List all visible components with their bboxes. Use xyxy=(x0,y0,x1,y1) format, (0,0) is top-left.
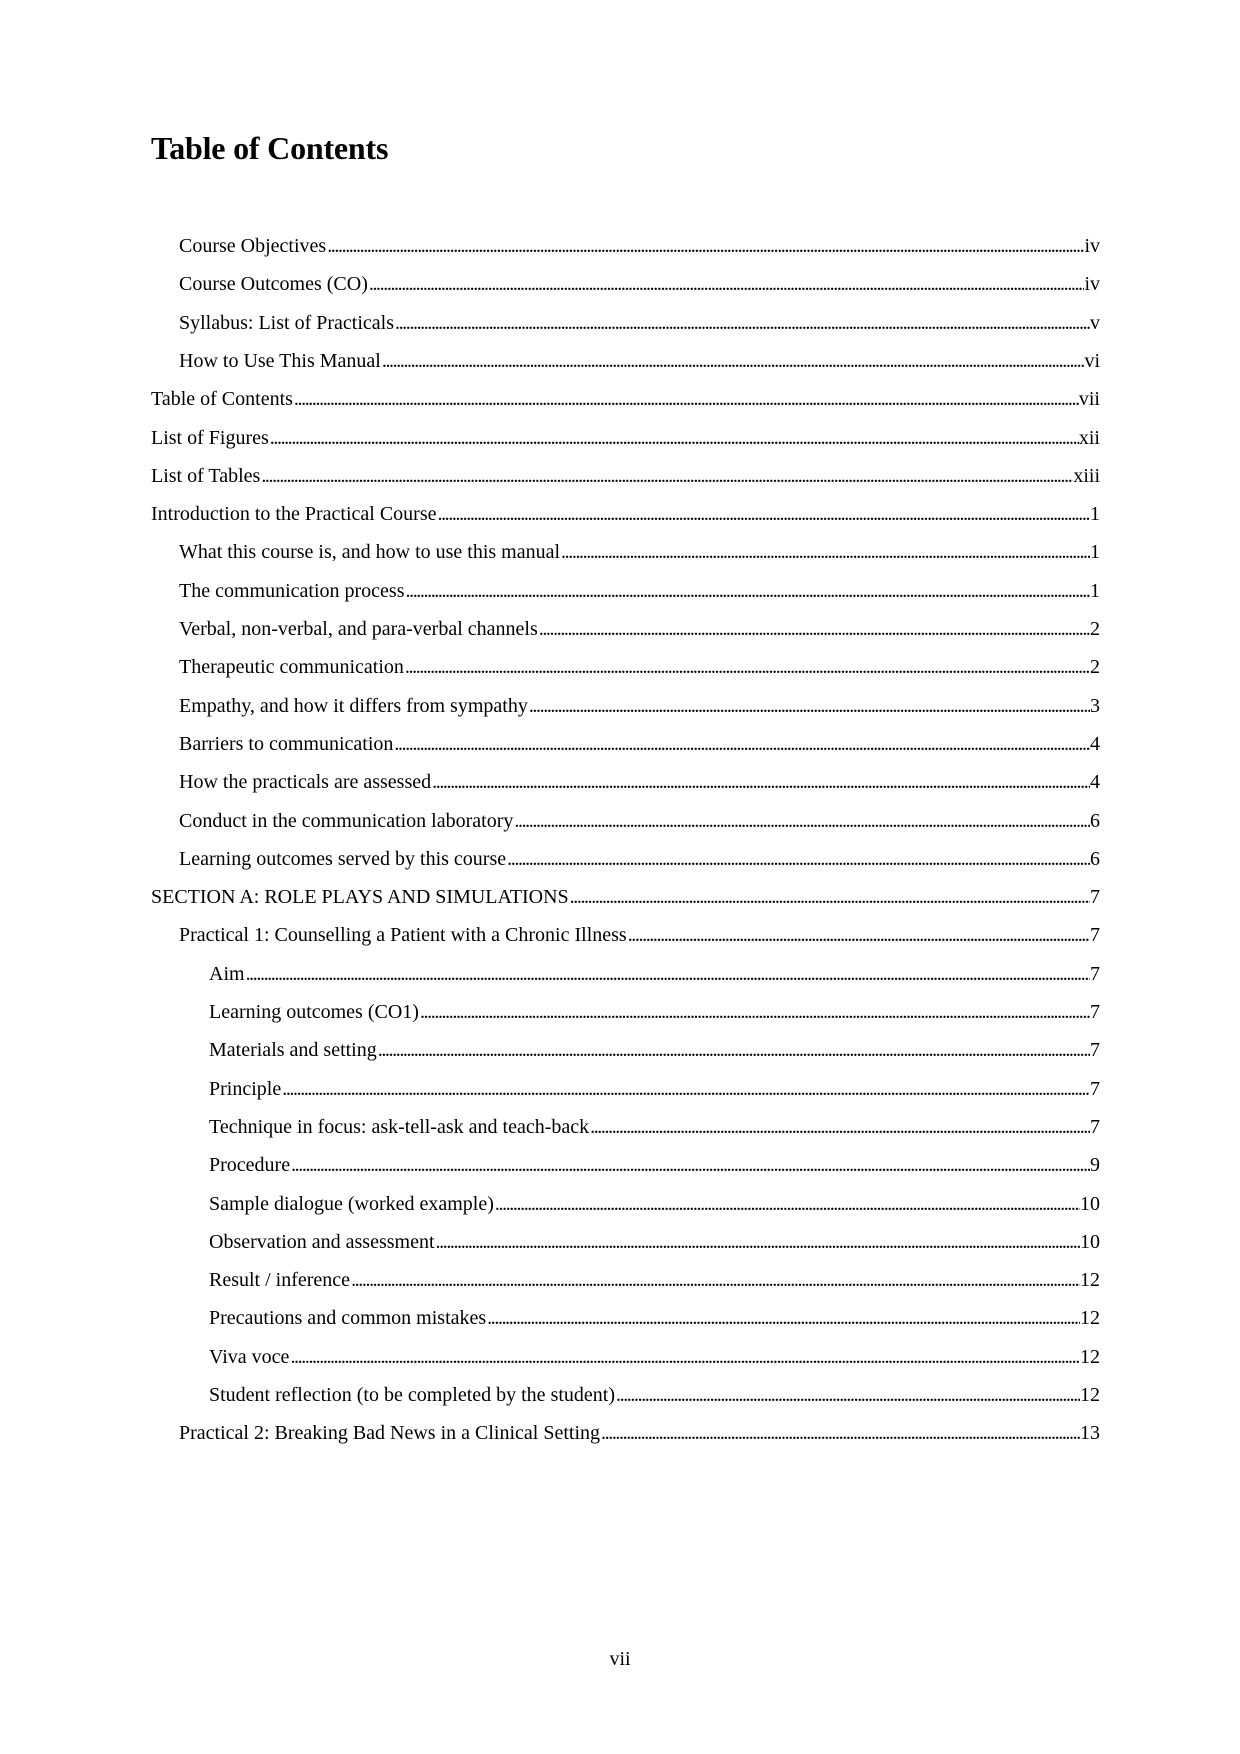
toc-entry[interactable] xyxy=(179,844,1100,874)
toc-entry-title: Course Outcomes (CO) xyxy=(179,273,368,295)
toc-entry[interactable] xyxy=(209,1342,1100,1372)
toc-entry[interactable] xyxy=(179,920,1100,950)
toc-entry-page: xii xyxy=(1078,427,1100,449)
toc-dot-leader xyxy=(494,1189,1080,1219)
toc-entry-title: Course Objectives xyxy=(179,235,327,257)
toc-entry-title: Materials and setting xyxy=(209,1039,377,1061)
toc-entry-page: xiii xyxy=(1073,465,1100,487)
toc-entry-page: 12 xyxy=(1080,1346,1100,1368)
toc-entry-page: 10 xyxy=(1080,1231,1100,1253)
toc-entry[interactable] xyxy=(209,1112,1100,1142)
toc-entry-title: Technique in focus: ask-tell-ask and teach-back xyxy=(209,1116,590,1138)
toc-entry[interactable] xyxy=(179,537,1100,567)
toc-entry-page: 6 xyxy=(1090,810,1100,832)
toc-entry-page: 12 xyxy=(1080,1307,1100,1329)
toc-entry-page: 10 xyxy=(1080,1193,1100,1215)
toc-dot-leader xyxy=(293,384,1079,414)
toc-entry[interactable] xyxy=(209,1074,1100,1104)
toc-dot-leader xyxy=(435,1227,1080,1257)
toc-entry[interactable] xyxy=(151,384,1100,414)
toc-entry-page: 13 xyxy=(1080,1422,1100,1444)
toc-dot-leader xyxy=(326,231,1084,261)
page-title: Table of Contents xyxy=(151,130,389,166)
toc-entry-page: 1 xyxy=(1090,503,1100,525)
toc-entry-page: 7 xyxy=(1090,1116,1100,1138)
toc-entry[interactable] xyxy=(209,1150,1100,1180)
toc-entry-page: 12 xyxy=(1080,1384,1100,1406)
page-number: vii xyxy=(609,1648,631,1670)
toc-entry[interactable] xyxy=(179,1418,1100,1448)
toc-entry-title: Student reflection (to be completed by the student) xyxy=(209,1384,615,1406)
toc-entry-page: 3 xyxy=(1090,695,1100,717)
toc-entry-page: 6 xyxy=(1090,848,1100,870)
toc-entry-page: iv xyxy=(1084,273,1100,295)
toc-entry-title: The communication process xyxy=(179,580,405,602)
toc-entry-page: 12 xyxy=(1080,1269,1100,1291)
toc-dot-leader xyxy=(377,1035,1090,1065)
toc-entry[interactable] xyxy=(179,652,1100,682)
toc-entry-page: 2 xyxy=(1090,618,1100,640)
toc-entry[interactable] xyxy=(209,959,1100,989)
toc-entry-title: Practical 2: Breaking Bad News in a Clinical Setting xyxy=(179,1422,601,1444)
toc-entry-title: Observation and assessment xyxy=(209,1231,435,1253)
toc-entry[interactable] xyxy=(179,269,1100,299)
toc-entry[interactable] xyxy=(209,1035,1100,1065)
toc-entry[interactable] xyxy=(179,806,1100,836)
toc-entry-page: 7 xyxy=(1090,1078,1100,1100)
toc-dot-leader xyxy=(393,729,1090,759)
toc-dot-leader xyxy=(290,1150,1090,1180)
toc-dot-leader xyxy=(289,1342,1080,1372)
toc-entry-page: 7 xyxy=(1090,886,1100,908)
toc-dot-leader xyxy=(538,614,1090,644)
toc-dot-leader xyxy=(506,844,1090,874)
toc-entry-page: 7 xyxy=(1090,963,1100,985)
toc-entry-page: iv xyxy=(1084,235,1100,257)
toc-entry-title: Verbal, non-verbal, and para-verbal channels xyxy=(179,618,538,640)
toc-entry-title: Procedure xyxy=(209,1154,291,1176)
toc-dot-leader xyxy=(381,346,1085,376)
toc-dot-leader xyxy=(350,1265,1080,1295)
toc-dot-leader xyxy=(404,652,1090,682)
toc-entry-title: Therapeutic communication xyxy=(179,656,404,678)
toc-entry[interactable] xyxy=(179,614,1100,644)
toc-entry-title: Result / inference xyxy=(209,1269,351,1291)
toc-entry-title: Conduct in the communication laboratory xyxy=(179,810,514,832)
toc-entry-title: Precautions and common mistakes xyxy=(209,1307,487,1329)
toc-dot-leader xyxy=(560,537,1090,567)
toc-entry-page: 1 xyxy=(1090,541,1100,563)
toc-dot-leader xyxy=(368,269,1085,299)
toc-dot-leader xyxy=(436,499,1090,529)
toc-entry[interactable] xyxy=(209,1265,1100,1295)
toc-entry-title: What this course is, and how to use this manual xyxy=(179,541,561,563)
toc-entry-title: Barriers to communication xyxy=(179,733,394,755)
toc-entry[interactable] xyxy=(151,423,1100,453)
toc-entry-title: Learning outcomes served by this course xyxy=(179,848,507,870)
toc-entry-title: List of Figures xyxy=(151,427,269,449)
toc-entry[interactable] xyxy=(151,499,1100,529)
toc-entry[interactable] xyxy=(179,308,1100,338)
toc-entry[interactable] xyxy=(209,1227,1100,1257)
toc-dot-leader xyxy=(600,1418,1080,1448)
toc-entry-page: 1 xyxy=(1090,580,1100,602)
toc-entry-title: Sample dialogue (worked example) xyxy=(209,1193,494,1215)
toc-entry-title: Viva voce xyxy=(209,1346,290,1368)
toc-dot-leader xyxy=(419,997,1090,1027)
toc-entry[interactable] xyxy=(209,1380,1100,1410)
toc-entry-page: vii xyxy=(1078,388,1100,410)
toc-entry-title: SECTION A: ROLE PLAYS AND SIMULATIONS xyxy=(151,886,569,908)
toc-dot-leader xyxy=(245,959,1090,989)
toc-dot-leader xyxy=(615,1380,1080,1410)
toc-dot-leader xyxy=(394,308,1090,338)
toc-entry-title: Learning outcomes (CO1) xyxy=(209,1001,419,1023)
toc-entry-page: 4 xyxy=(1090,771,1100,793)
toc-dot-leader xyxy=(528,691,1090,721)
toc-entry-page: 7 xyxy=(1090,1039,1100,1061)
toc-entry[interactable] xyxy=(209,1189,1100,1219)
toc-dot-leader xyxy=(260,461,1073,491)
toc-entry-title: How the practicals are assessed xyxy=(179,771,432,793)
toc-entry[interactable] xyxy=(151,882,1100,912)
toc-dot-leader xyxy=(627,920,1090,950)
toc-entry[interactable] xyxy=(179,691,1100,721)
toc-entry-title: List of Tables xyxy=(151,465,261,487)
toc-entry[interactable] xyxy=(209,1303,1100,1333)
toc-entry-page: 7 xyxy=(1090,924,1100,946)
toc-entry[interactable] xyxy=(179,346,1100,376)
toc-entry-title: How to Use This Manual xyxy=(179,350,381,372)
toc-dot-leader xyxy=(431,767,1090,797)
toc-entry[interactable] xyxy=(179,767,1100,797)
toc-dot-leader xyxy=(513,806,1090,836)
toc-entry-page: 9 xyxy=(1090,1154,1100,1176)
toc-entry-page: 4 xyxy=(1090,733,1100,755)
toc-entry-title: Empathy, and how it differs from sympathy xyxy=(179,695,528,717)
toc-entry-title: Introduction to the Practical Course xyxy=(151,503,437,525)
toc-entry[interactable] xyxy=(179,729,1100,759)
toc-entry-title: Syllabus: List of Practicals xyxy=(179,312,394,334)
toc-entry-page: 7 xyxy=(1090,1001,1100,1023)
toc-dot-leader xyxy=(281,1074,1090,1104)
toc-entry-title: Table of Contents xyxy=(151,388,293,410)
toc-entry[interactable] xyxy=(151,461,1100,491)
toc-entry-page: 2 xyxy=(1090,656,1100,678)
toc-entry[interactable] xyxy=(209,997,1100,1027)
toc-dot-leader xyxy=(405,576,1091,606)
toc-entry-title: Practical 1: Counselling a Patient with a Chronic Illness xyxy=(179,924,627,946)
toc-dot-leader xyxy=(569,882,1090,912)
toc-entry-title: Aim xyxy=(209,963,245,985)
toc-entry[interactable] xyxy=(179,231,1100,261)
toc-dot-leader xyxy=(486,1303,1080,1333)
toc-dot-leader xyxy=(589,1112,1090,1142)
toc-entry-page: v xyxy=(1090,312,1100,334)
toc-entry-title: Principle xyxy=(209,1078,282,1100)
toc-dot-leader xyxy=(269,423,1079,453)
toc-entry[interactable] xyxy=(179,576,1100,606)
toc-entry-page: vi xyxy=(1084,350,1100,372)
